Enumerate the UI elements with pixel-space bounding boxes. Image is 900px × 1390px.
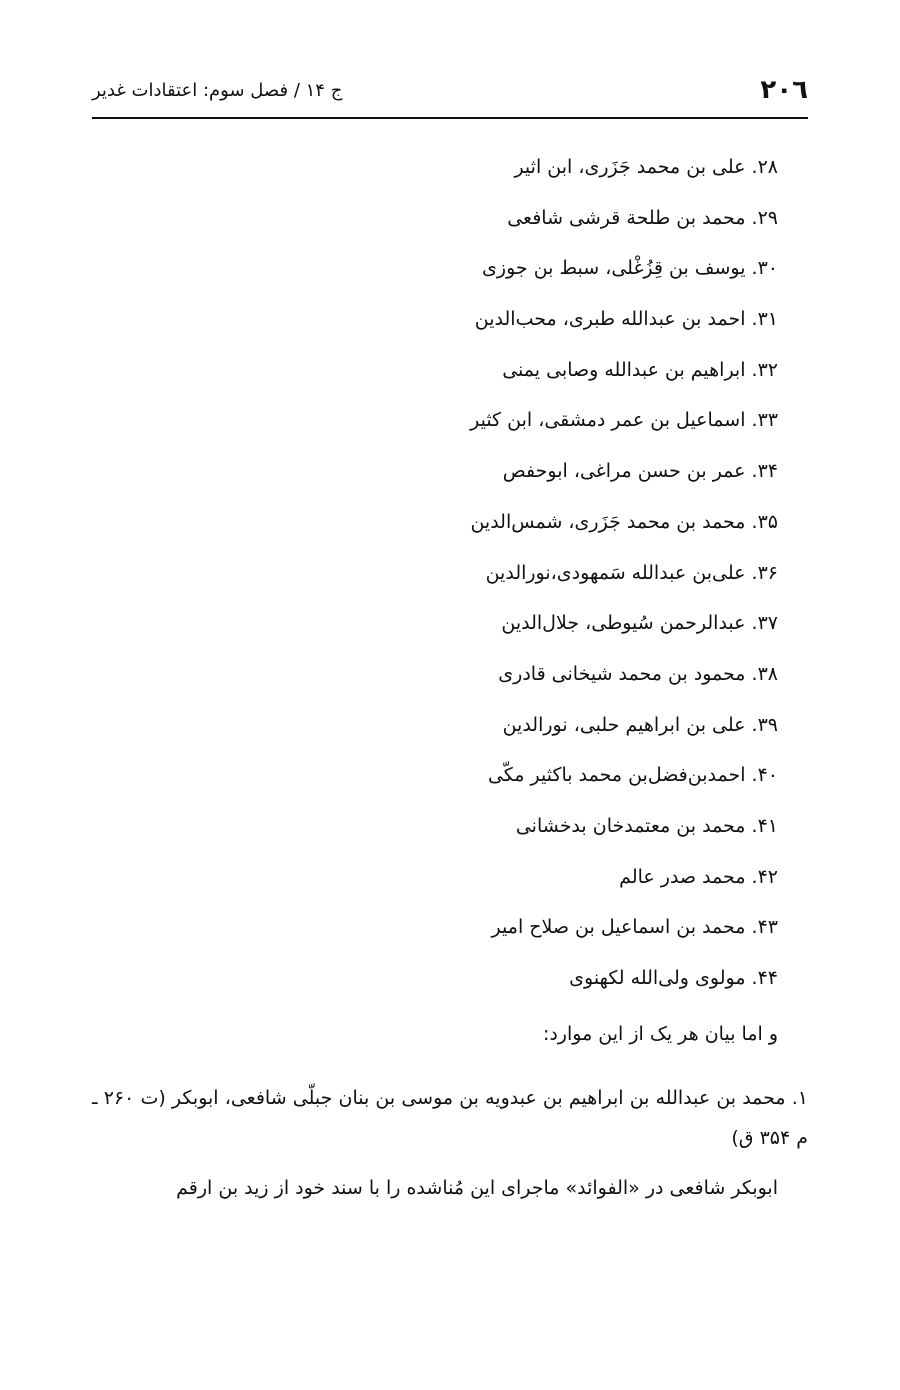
body-paragraph: ابوبکر شافعی در «الفوائد» ماجرای این مُناشده را با سند خود از زید بن ارقم xyxy=(176,1177,778,1199)
running-title: ج ۱۴ / فصل سوم: اعتقادات غدیر xyxy=(92,79,343,101)
list-item: ۳۵. محمد بن محمد جَزَری، شمس‌الدین xyxy=(470,510,778,533)
list-item: ۳۸. محمود بن محمد شیخانی قادری xyxy=(498,662,778,685)
list-item: ۳۱. احمد بن عبدالله طبری، محب‌الدین xyxy=(474,308,778,331)
list-item: ۲۸. علی بن محمد جَزَری، ابن اثیر xyxy=(514,156,778,178)
list-item: ۴۲. محمد صدر عالم xyxy=(619,865,778,888)
page-number: ۲۰٦ xyxy=(760,75,808,105)
entry-heading: ۱. محمد بن عبدالله بن ابراهیم بن عبدویه بن موسی بن بنان جبلّی شافعی، ابوبکر (ت ۲۶۰ ـ م ۳۵۴ ق) xyxy=(92,1087,809,1149)
list-item: ۴۰. احمدبن‌فضل‌بن محمد باکثیر مکّی xyxy=(487,764,778,787)
list-item: ۲۹. محمد بن طلحة قرشی شافعی xyxy=(507,206,778,229)
intro-text: و اما بیان هر یک از این موارد: xyxy=(542,1023,778,1045)
list-item: ۳۶. علی‌بن عبدالله سَمهودی،نورالدین xyxy=(485,561,778,584)
list-item: ۳۹. علی بن ابراهیم حلبی، نورالدین xyxy=(502,713,778,736)
list-item: ۳۳. اسماعیل بن عمر دمشقی، ابن کثیر xyxy=(470,409,778,432)
list-item: ۳۰. یوسف بن قِزُغْلی، سبط بن جوزی xyxy=(482,257,778,280)
list-item: ۳۴. عمر بن حسن مراغی، ابوحفص xyxy=(502,460,778,483)
page-header xyxy=(92,70,808,110)
narrators-list xyxy=(218,142,778,1004)
list-item: ۴۳. محمد بن اسماعیل بن صلاح امیر xyxy=(491,916,778,939)
list-item: ۳۲. ابراهیم بن عبدالله وصابی یمنی xyxy=(502,358,778,381)
list-item: ۴۱. محمد بن معتمدخان بدخشانی xyxy=(515,814,778,837)
list-item: ۳۷. عبدالرحمن سُیوطی، جلال‌الدین xyxy=(501,612,778,635)
list-item: ۴۴. مولوی ولی‌الله لکهنوی xyxy=(569,967,778,989)
header-divider xyxy=(92,117,808,119)
